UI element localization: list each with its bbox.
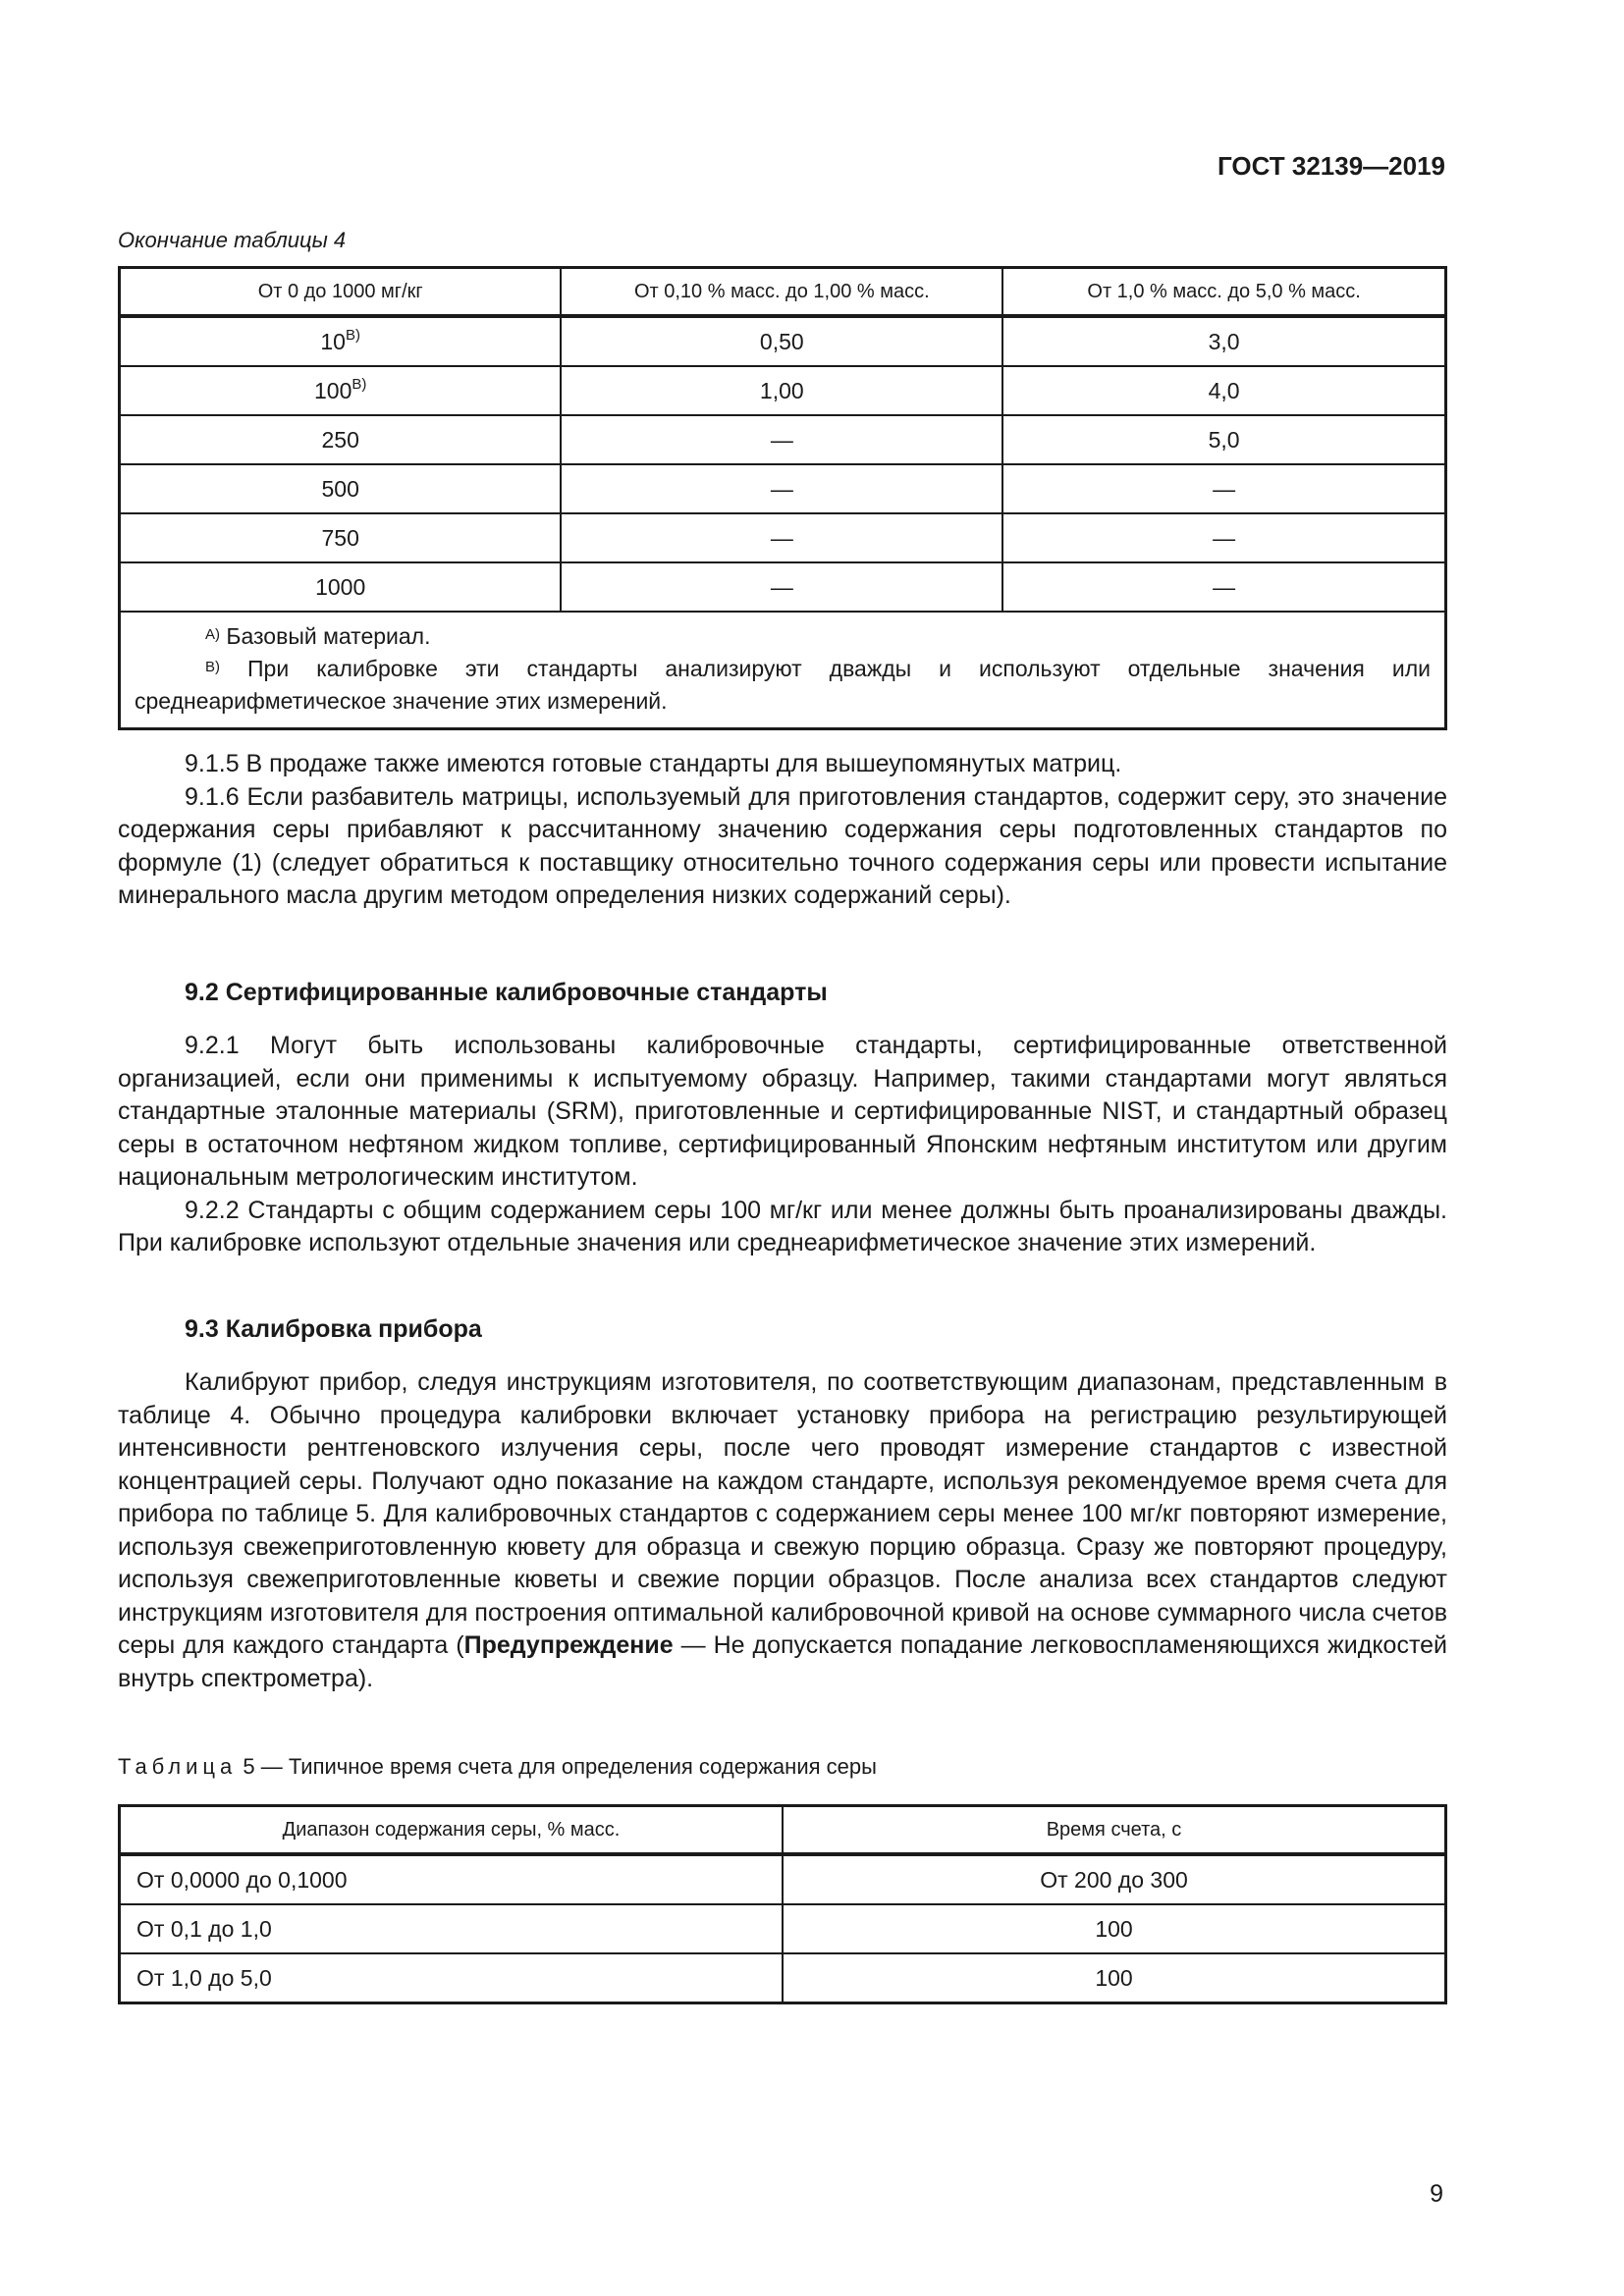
table-cell: — bbox=[561, 562, 1002, 612]
table-cell: От 0,1 до 1,0 bbox=[120, 1904, 784, 1953]
footnote-b: $^{В)}$ При калибровке эти стандарты анализируют дважды и используют отдельные значения или среднеарифметическое значение этих измерений. bbox=[135, 656, 1431, 714]
section-9-3-heading: 9.3 Калибровка прибора bbox=[185, 1315, 482, 1343]
paragraph-9-2-1: 9.2.1 Могут быть использованы калибровочные стандарты, сертифицированные ответственной организацией, если они применимы к испытуемому образцу. Например, такими стандартами могут являться стандартные эталонные материалы (SRM), приготовленные и сертифицированные NIST, и стандартный образец серы в остаточном нефтяном жидком топливе, сертифицированный Японским нефтяным институтом или другим национальным метрологическим институтом. bbox=[118, 1032, 1447, 1191]
table-5 bbox=[118, 1804, 1447, 2004]
table4-col-header: От 0,10 % масс. до 1,00 % масс. bbox=[561, 268, 1002, 317]
page-number: 9 bbox=[1430, 2180, 1443, 2208]
footnote-ref: В) bbox=[345, 326, 360, 344]
table-row bbox=[120, 1854, 1446, 1904]
table-cell: — bbox=[1002, 513, 1445, 562]
footnote-ref: В) bbox=[352, 375, 367, 393]
section-9-2-heading: 9.2 Сертифицированные калибровочные стандарты bbox=[185, 979, 828, 1006]
table5-caption: Таблица 5 — Типичное время счета для определения содержания серы bbox=[118, 1754, 877, 1779]
table-row bbox=[120, 415, 1446, 464]
table-cell: 1000 bbox=[120, 562, 562, 612]
table5-header-row bbox=[120, 1806, 1446, 1855]
table-cell: 100 bbox=[783, 1904, 1446, 1953]
table-row bbox=[120, 562, 1446, 612]
section-9-3-text bbox=[118, 1366, 1447, 1695]
table4-caption: Окончание таблицы 4 bbox=[118, 228, 347, 252]
section-9-2-text bbox=[118, 1030, 1447, 1260]
table-cell: 4,0 bbox=[1002, 366, 1445, 415]
paragraph-9-2-2: 9.2.2 Стандарты с общим содержанием серы 100 мг/кг или менее должны быть проанализированы дважды. При калибровке используют отдельные значения или среднеарифметическое значение этих измерений. bbox=[118, 1196, 1447, 1256]
table-row bbox=[120, 1904, 1446, 1953]
table-cell: — bbox=[1002, 562, 1445, 612]
table-cell: 250 bbox=[120, 415, 562, 464]
warning-label: Предупреждение bbox=[463, 1631, 674, 1659]
table-cell: От 0,0000 до 0,1000 bbox=[120, 1854, 784, 1904]
table-cell: 3,0 bbox=[1002, 316, 1445, 366]
standard-code: ГОСТ 32139—2019 bbox=[1218, 151, 1445, 181]
table4-col-header: От 1,0 % масс. до 5,0 % масс. bbox=[1002, 268, 1445, 317]
table-cell: 500 bbox=[120, 464, 562, 513]
table5-col-header: Диапазон содержания серы, % масс. bbox=[120, 1806, 784, 1855]
table-4 bbox=[118, 266, 1447, 730]
table-cell: — bbox=[1002, 464, 1445, 513]
paragraph-9-1-6: 9.1.6 Если разбавитель матрицы, используемый для приготовления стандартов, содержит серу, это значение содержания серы прибавляют к рассчитанному значению содержания серы подготовленных стандартов по формуле (1) (следует обратиться к поставщику относительно точного содержания серы или провести испытание минерального масла другим методом определения низких содержаний серы). bbox=[118, 782, 1447, 909]
table-cell: 0,50 bbox=[561, 316, 1002, 366]
table-cell: 100 bbox=[783, 1953, 1446, 2003]
table4-header-row bbox=[120, 268, 1446, 317]
table-row bbox=[120, 366, 1446, 415]
table-cell: 750 bbox=[120, 513, 562, 562]
table-cell: 1,00 bbox=[561, 366, 1002, 415]
table-cell: — bbox=[561, 415, 1002, 464]
table-cell: 5,0 bbox=[1002, 415, 1445, 464]
table-row bbox=[120, 1953, 1446, 2003]
table5-col-header: Время счета, с bbox=[783, 1806, 1446, 1855]
table4-col-header: От 0 до 1000 мг/кг bbox=[120, 268, 562, 317]
table4-footnotes bbox=[120, 612, 1446, 729]
table-row bbox=[120, 464, 1446, 513]
table-cell: — bbox=[561, 464, 1002, 513]
paragraph-9-3: Калибруют прибор, следуя инструкциям изготовителя, по соответствующим диапазонам, представленным в таблице 4. Обычно процедура калибровки включает установку прибора на регистрацию результирующей интенсивности рентгеновского излучения серы, после чего проводят измерение стандартов с известной концентрацией серы. Получают одно показание на каждом стандарте, используя рекомендуемое время счета для прибора по таблице 5. Для калибровочных стандартов с содержанием серы менее 100 мг/кг повторяют измерение, используя свежеприготовленную кювету для образца и свежую порцию образца. Сразу же повторяют процедуру, используя свежеприготовленные кюветы и свежие порции образцов. После анализа всех стандартов следуют инструкциям изготовителя для построения оптимальной калибровочной кривой на основе суммарного числа счетов серы для каждого стандарта (Предупреждение — Не допускается попадание легковоспламеняющихся жидкостей внутрь спектрометра). bbox=[118, 1368, 1447, 1692]
table-cell: От 200 до 300 bbox=[783, 1854, 1446, 1904]
table4-footnotes-row bbox=[120, 612, 1446, 729]
table-cell: $10^{В)}$ bbox=[120, 316, 562, 366]
table-cell: От 1,0 до 5,0 bbox=[120, 1953, 784, 2003]
footnote-a: $^{А)}$ Базовый материал. bbox=[205, 623, 431, 649]
paragraph-9-1-5: 9.1.5 В продаже также имеются готовые стандарты для вышеупомянутых матриц. bbox=[185, 750, 1122, 777]
table-cell: — bbox=[561, 513, 1002, 562]
section-9-1-text bbox=[118, 748, 1447, 913]
table-row bbox=[120, 316, 1446, 366]
table-row bbox=[120, 513, 1446, 562]
table-cell: $100^{В)}$ bbox=[120, 366, 562, 415]
